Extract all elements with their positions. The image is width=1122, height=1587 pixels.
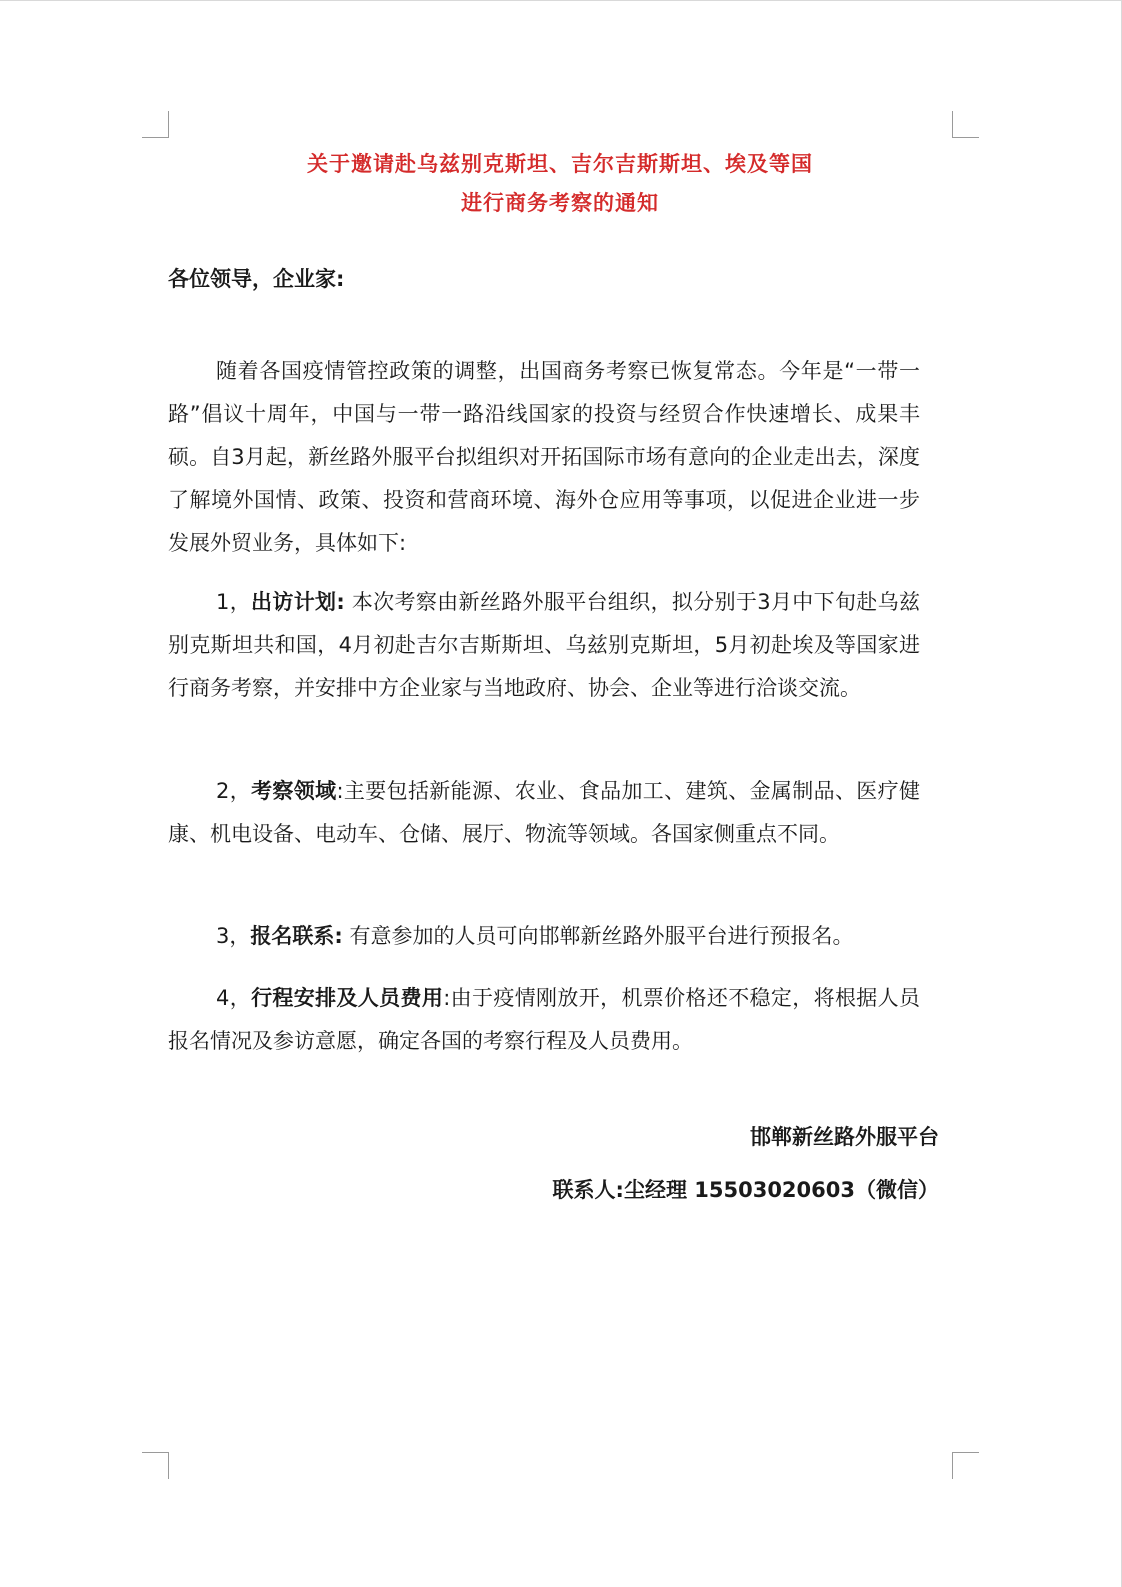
- salutation: 各位领导，企业家:: [168, 267, 345, 291]
- item-text: 有意参加的人员可向邯郸新丝路外服平台进行预报名。: [342, 924, 854, 948]
- item-number: 1，: [216, 590, 252, 614]
- item-label: 报名联系:: [250, 924, 343, 948]
- signature-contact: 联系人:尘经理 15503020603（微信）: [552, 1178, 939, 1202]
- item-registration-contact: [168, 915, 920, 958]
- item-text: :由于疫情刚放开，机票价格还不稳定，将根据人员报名情况及参访意愿，确定各国的考察行程及人员费用。: [168, 986, 920, 1053]
- item-number: 3，: [216, 924, 251, 948]
- item-number: 2，: [216, 779, 252, 803]
- item-itinerary-costs: [168, 977, 920, 1063]
- notice-title-line-1: 关于邀请赴乌兹别克斯坦、吉尔吉斯斯坦、埃及等国: [307, 152, 813, 176]
- corner-mark-top-left: [142, 111, 169, 138]
- corner-mark-top-right: [952, 111, 979, 138]
- corner-mark-bottom-right: [952, 1452, 979, 1479]
- item-label: 行程安排及人员费用: [251, 986, 444, 1010]
- item-visit-plan: [168, 581, 920, 710]
- item-number: 4，: [216, 986, 252, 1010]
- intro-paragraph: 随着各国疫情管控政策的调整，出国商务考察已恢复常态。今年是“一带一路”倡议十周年，中国与一带一路沿线国家的投资与经贸合作快速增长、成果丰硕。自3月起，新丝路外服平台拟组织对开拓国际市场有意向的企业走出去，深度了解境外国情、政策、投资和营商环境、海外仓应用等事项，以促进企业进一步发展外贸业务，具体如下:: [168, 359, 920, 555]
- signature-organization: 邯郸新丝路外服平台: [750, 1125, 939, 1149]
- corner-mark-bottom-left: [142, 1452, 169, 1479]
- notice-title-line-2: 进行商务考察的通知: [461, 191, 659, 215]
- item-label: 考察领域: [251, 779, 337, 803]
- item-inspection-fields: [168, 770, 920, 856]
- item-text: :主要包括新能源、农业、食品加工、建筑、金属制品、医疗健康、机电设备、电动车、仓储、展厅、物流等领域。各国家侧重点不同。: [168, 779, 920, 846]
- item-label: 出访计划:: [251, 590, 345, 614]
- item-text: 本次考察由新丝路外服平台组织，拟分别于3月中下旬赴乌兹别克斯坦共和国，4月初赴吉尔吉斯斯坦、乌兹别克斯坦，5月初赴埃及等国家进行商务考察，并安排中方企业家与当地政府、协会、企业等进行洽谈交流。: [168, 590, 920, 700]
